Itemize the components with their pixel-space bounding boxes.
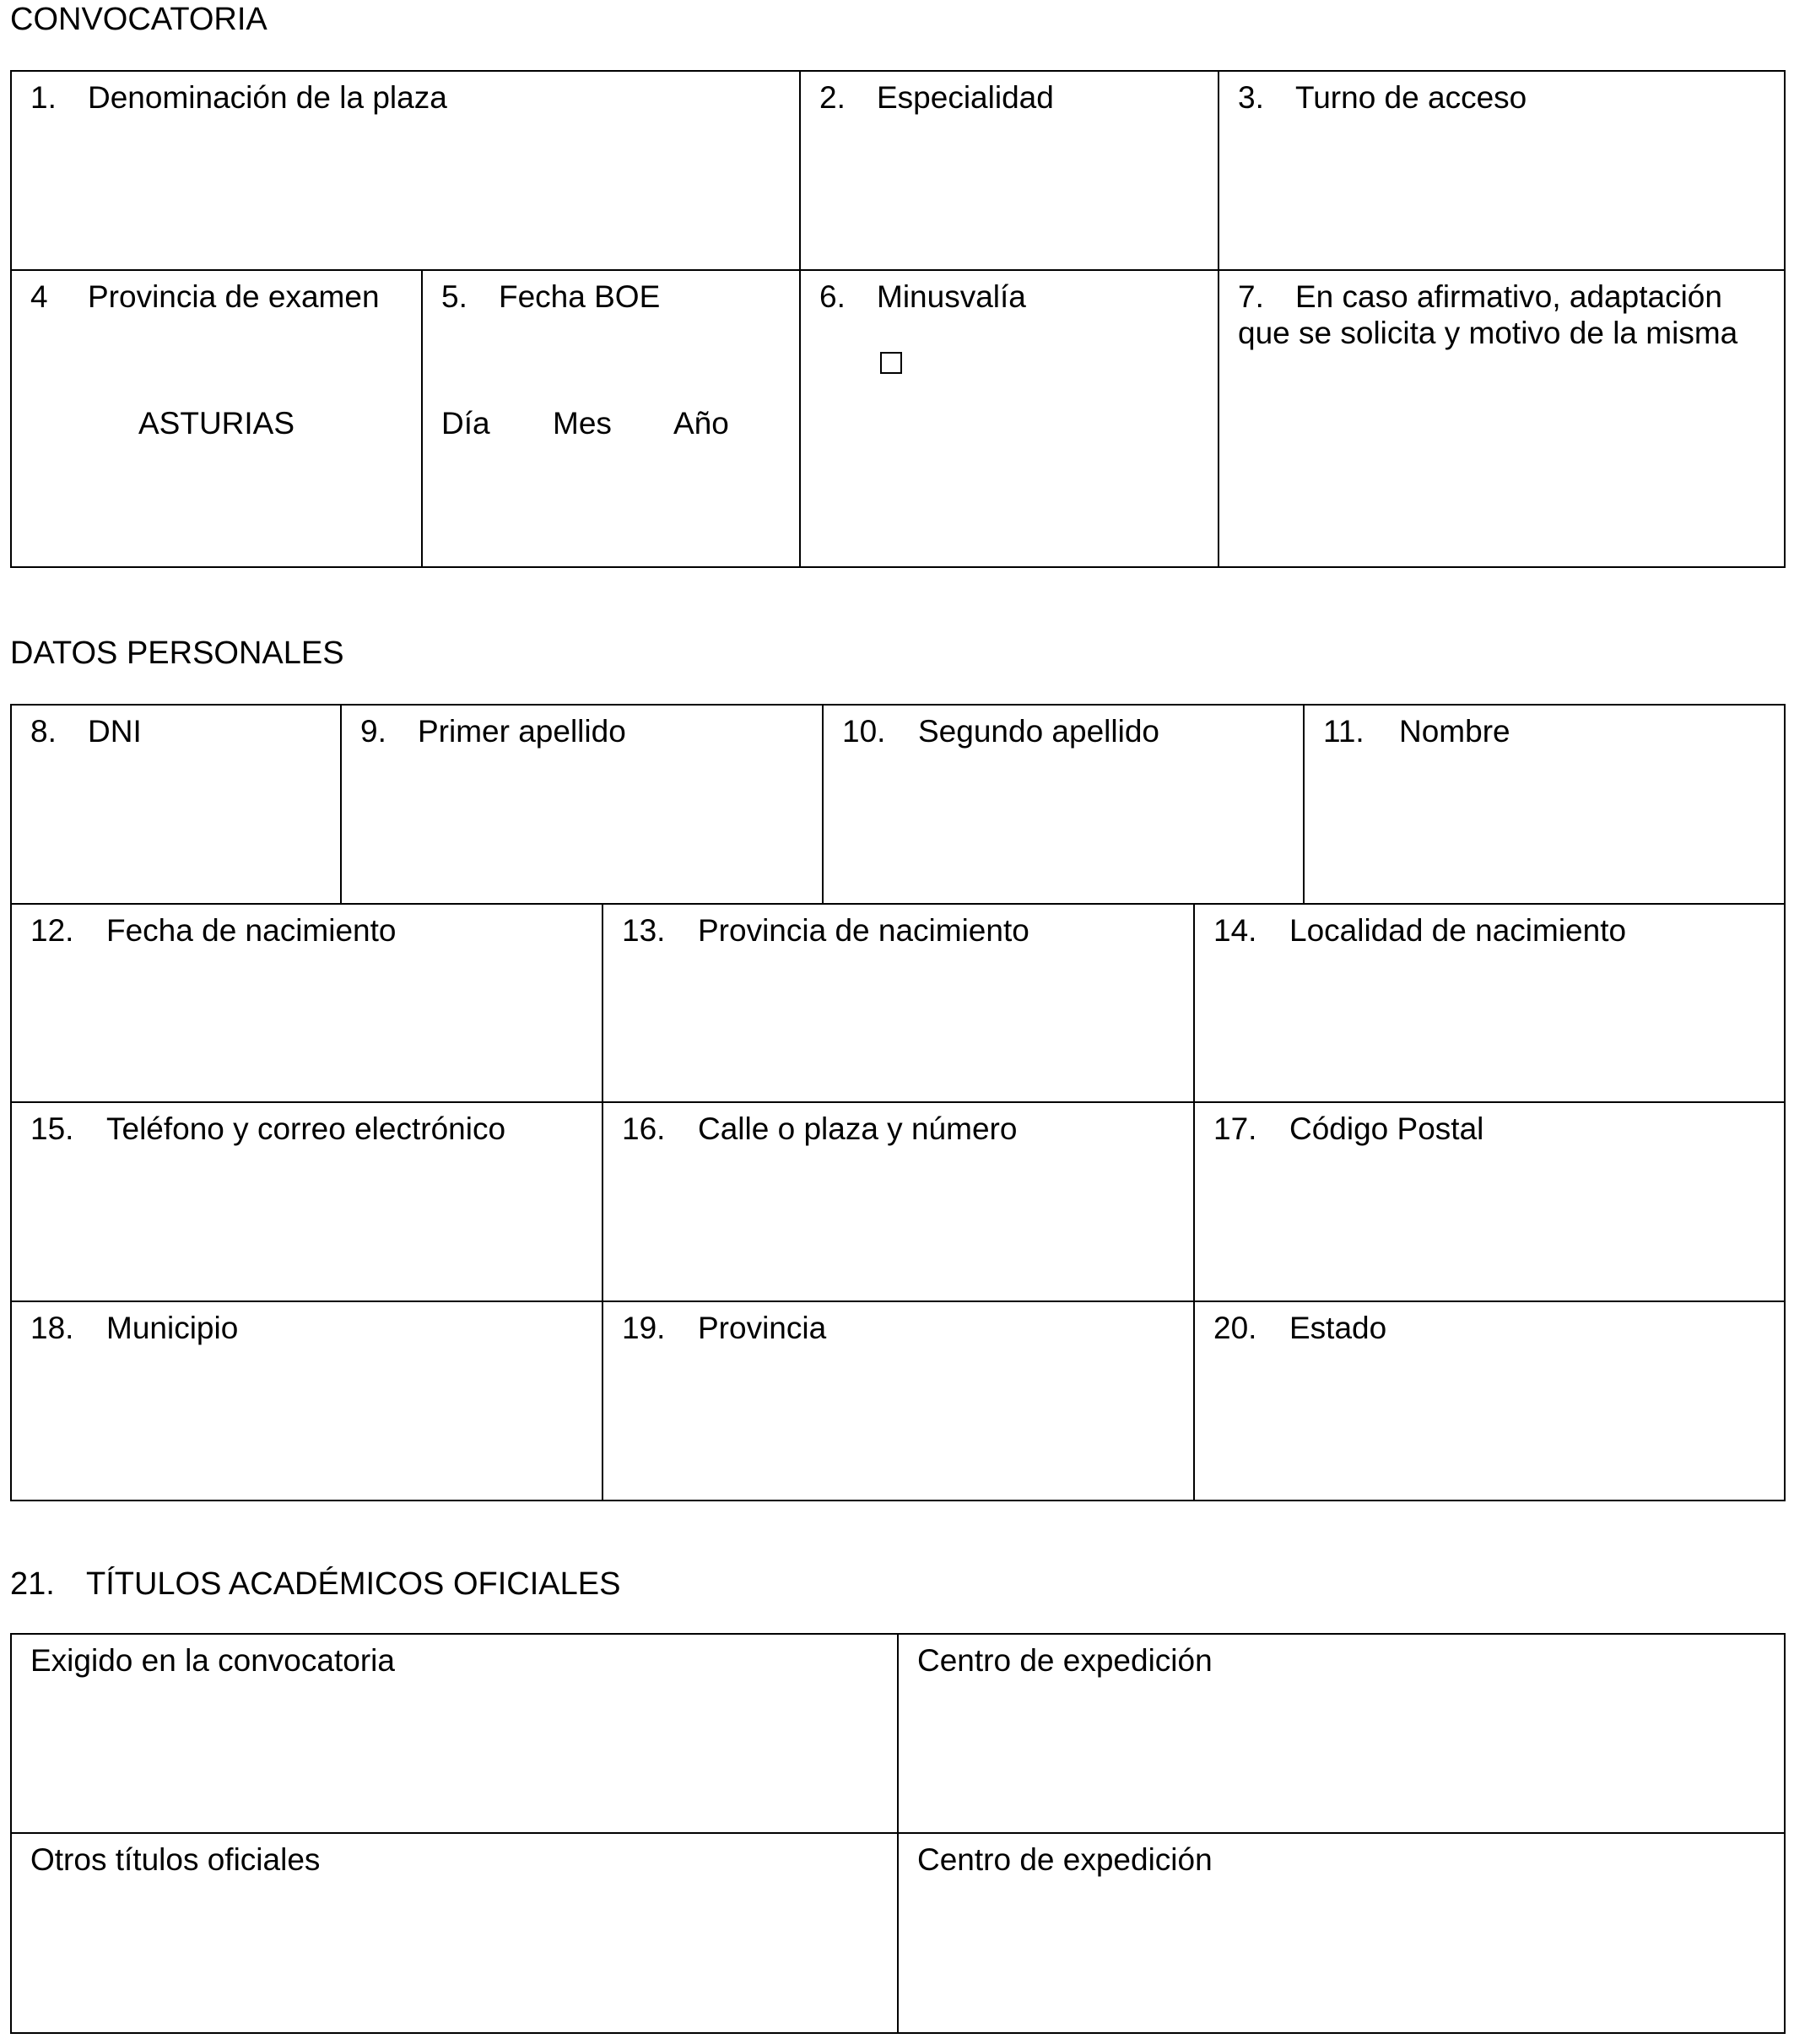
minusvalia-checkbox[interactable] [880, 352, 902, 374]
field-fecha-boe[interactable] [423, 271, 801, 568]
field-label: Otros títulos oficiales [30, 1842, 321, 1877]
field-otros-titulos[interactable] [12, 1834, 899, 2032]
field-label: DNI [88, 714, 142, 749]
field-number: 14. [1213, 913, 1257, 948]
field-label: Fecha BOE [499, 279, 661, 314]
field-label: Nombre [1399, 714, 1510, 749]
fecha-boe-ano: Año [673, 406, 729, 441]
field-label: Minusvalía [877, 279, 1026, 314]
field-telefono-correo[interactable] [12, 1103, 603, 1302]
field-label: Turno de acceso [1295, 80, 1527, 115]
field-label: Código Postal [1289, 1111, 1484, 1146]
field-label: Provincia de nacimiento [698, 913, 1029, 948]
field-label: Denominación de la plaza [88, 80, 447, 115]
field-label: Segundo apellido [918, 714, 1159, 749]
field-adaptacion[interactable] [1219, 271, 1786, 568]
field-number: 12. [30, 913, 74, 948]
field-provincia-examen[interactable] [12, 271, 423, 568]
field-primer-apellido[interactable] [342, 706, 824, 905]
field-number: 2. [819, 80, 846, 115]
field-label: Provincia [698, 1311, 827, 1345]
field-number: 10. [842, 714, 886, 749]
field-centro-expedicion-1[interactable] [899, 1635, 1786, 1834]
field-label: Provincia de examen [88, 279, 380, 314]
field-localidad-nacimiento[interactable] [1195, 905, 1786, 1103]
provincia-examen-value: ASTURIAS [138, 406, 295, 441]
field-label: Centro de expedición [917, 1842, 1213, 1877]
field-fecha-nacimiento[interactable] [12, 905, 603, 1103]
field-estado[interactable] [1195, 1302, 1786, 1500]
field-denominacion-plaza[interactable] [12, 72, 801, 271]
field-calle-numero[interactable] [603, 1103, 1195, 1302]
field-provincia-nacimiento[interactable] [603, 905, 1195, 1103]
field-label: Primer apellido [418, 714, 626, 749]
field-label: Localidad de nacimiento [1289, 913, 1627, 948]
section-title-convocatoria: CONVOCATORIA [10, 2, 267, 37]
datos-personales-grid [10, 704, 1786, 1501]
fecha-boe-dia: Día [441, 406, 490, 441]
fecha-boe-mes: Mes [553, 406, 612, 441]
section-title-text: TÍTULOS ACADÉMICOS OFICIALES [86, 1566, 621, 1602]
field-number: 11. [1323, 714, 1364, 749]
field-provincia[interactable] [603, 1302, 1195, 1500]
section-title-datos-personales: DATOS PERSONALES [10, 635, 344, 671]
field-turno-acceso[interactable] [1219, 72, 1786, 271]
field-number: 20. [1213, 1311, 1257, 1345]
field-number: 16. [622, 1111, 666, 1146]
field-especialidad[interactable] [801, 72, 1219, 271]
field-number: 17. [1213, 1111, 1257, 1146]
field-segundo-apellido[interactable] [824, 706, 1305, 905]
field-dni[interactable] [12, 706, 342, 905]
field-label: Especialidad [877, 80, 1054, 115]
field-label: Calle o plaza y número [698, 1111, 1018, 1146]
section-title-titulos [10, 1566, 620, 1603]
field-centro-expedicion-2[interactable] [899, 1834, 1786, 2032]
field-nombre[interactable] [1305, 706, 1786, 905]
field-label: Fecha de nacimiento [106, 913, 397, 948]
titulos-grid [10, 1633, 1786, 2034]
field-number: 18. [30, 1311, 74, 1345]
field-label: En caso afirmativo, adaptación que se solicita y motivo de la misma [1238, 279, 1738, 350]
field-number: 1. [30, 80, 57, 115]
field-number: 15. [30, 1111, 74, 1146]
field-label: Estado [1289, 1311, 1387, 1345]
field-number: 5. [441, 279, 467, 314]
convocatoria-grid [10, 70, 1786, 568]
field-number: 19. [622, 1311, 666, 1345]
field-label: Exigido en la convocatoria [30, 1643, 395, 1678]
field-municipio[interactable] [12, 1302, 603, 1500]
field-number: 7. [1238, 279, 1264, 314]
field-number: 3. [1238, 80, 1264, 115]
field-label: Centro de expedición [917, 1643, 1213, 1678]
field-minusvalia [801, 271, 1219, 568]
field-label: Municipio [106, 1311, 239, 1345]
field-titulo-exigido[interactable] [12, 1635, 899, 1834]
section-number: 21. [10, 1566, 55, 1602]
field-number: 9. [360, 714, 386, 749]
field-number: 13. [622, 913, 666, 948]
field-label: Teléfono y correo electrónico [106, 1111, 506, 1146]
field-number: 4 [30, 279, 48, 314]
field-codigo-postal[interactable] [1195, 1103, 1786, 1302]
field-number: 8. [30, 714, 57, 749]
field-number: 6. [819, 279, 846, 314]
